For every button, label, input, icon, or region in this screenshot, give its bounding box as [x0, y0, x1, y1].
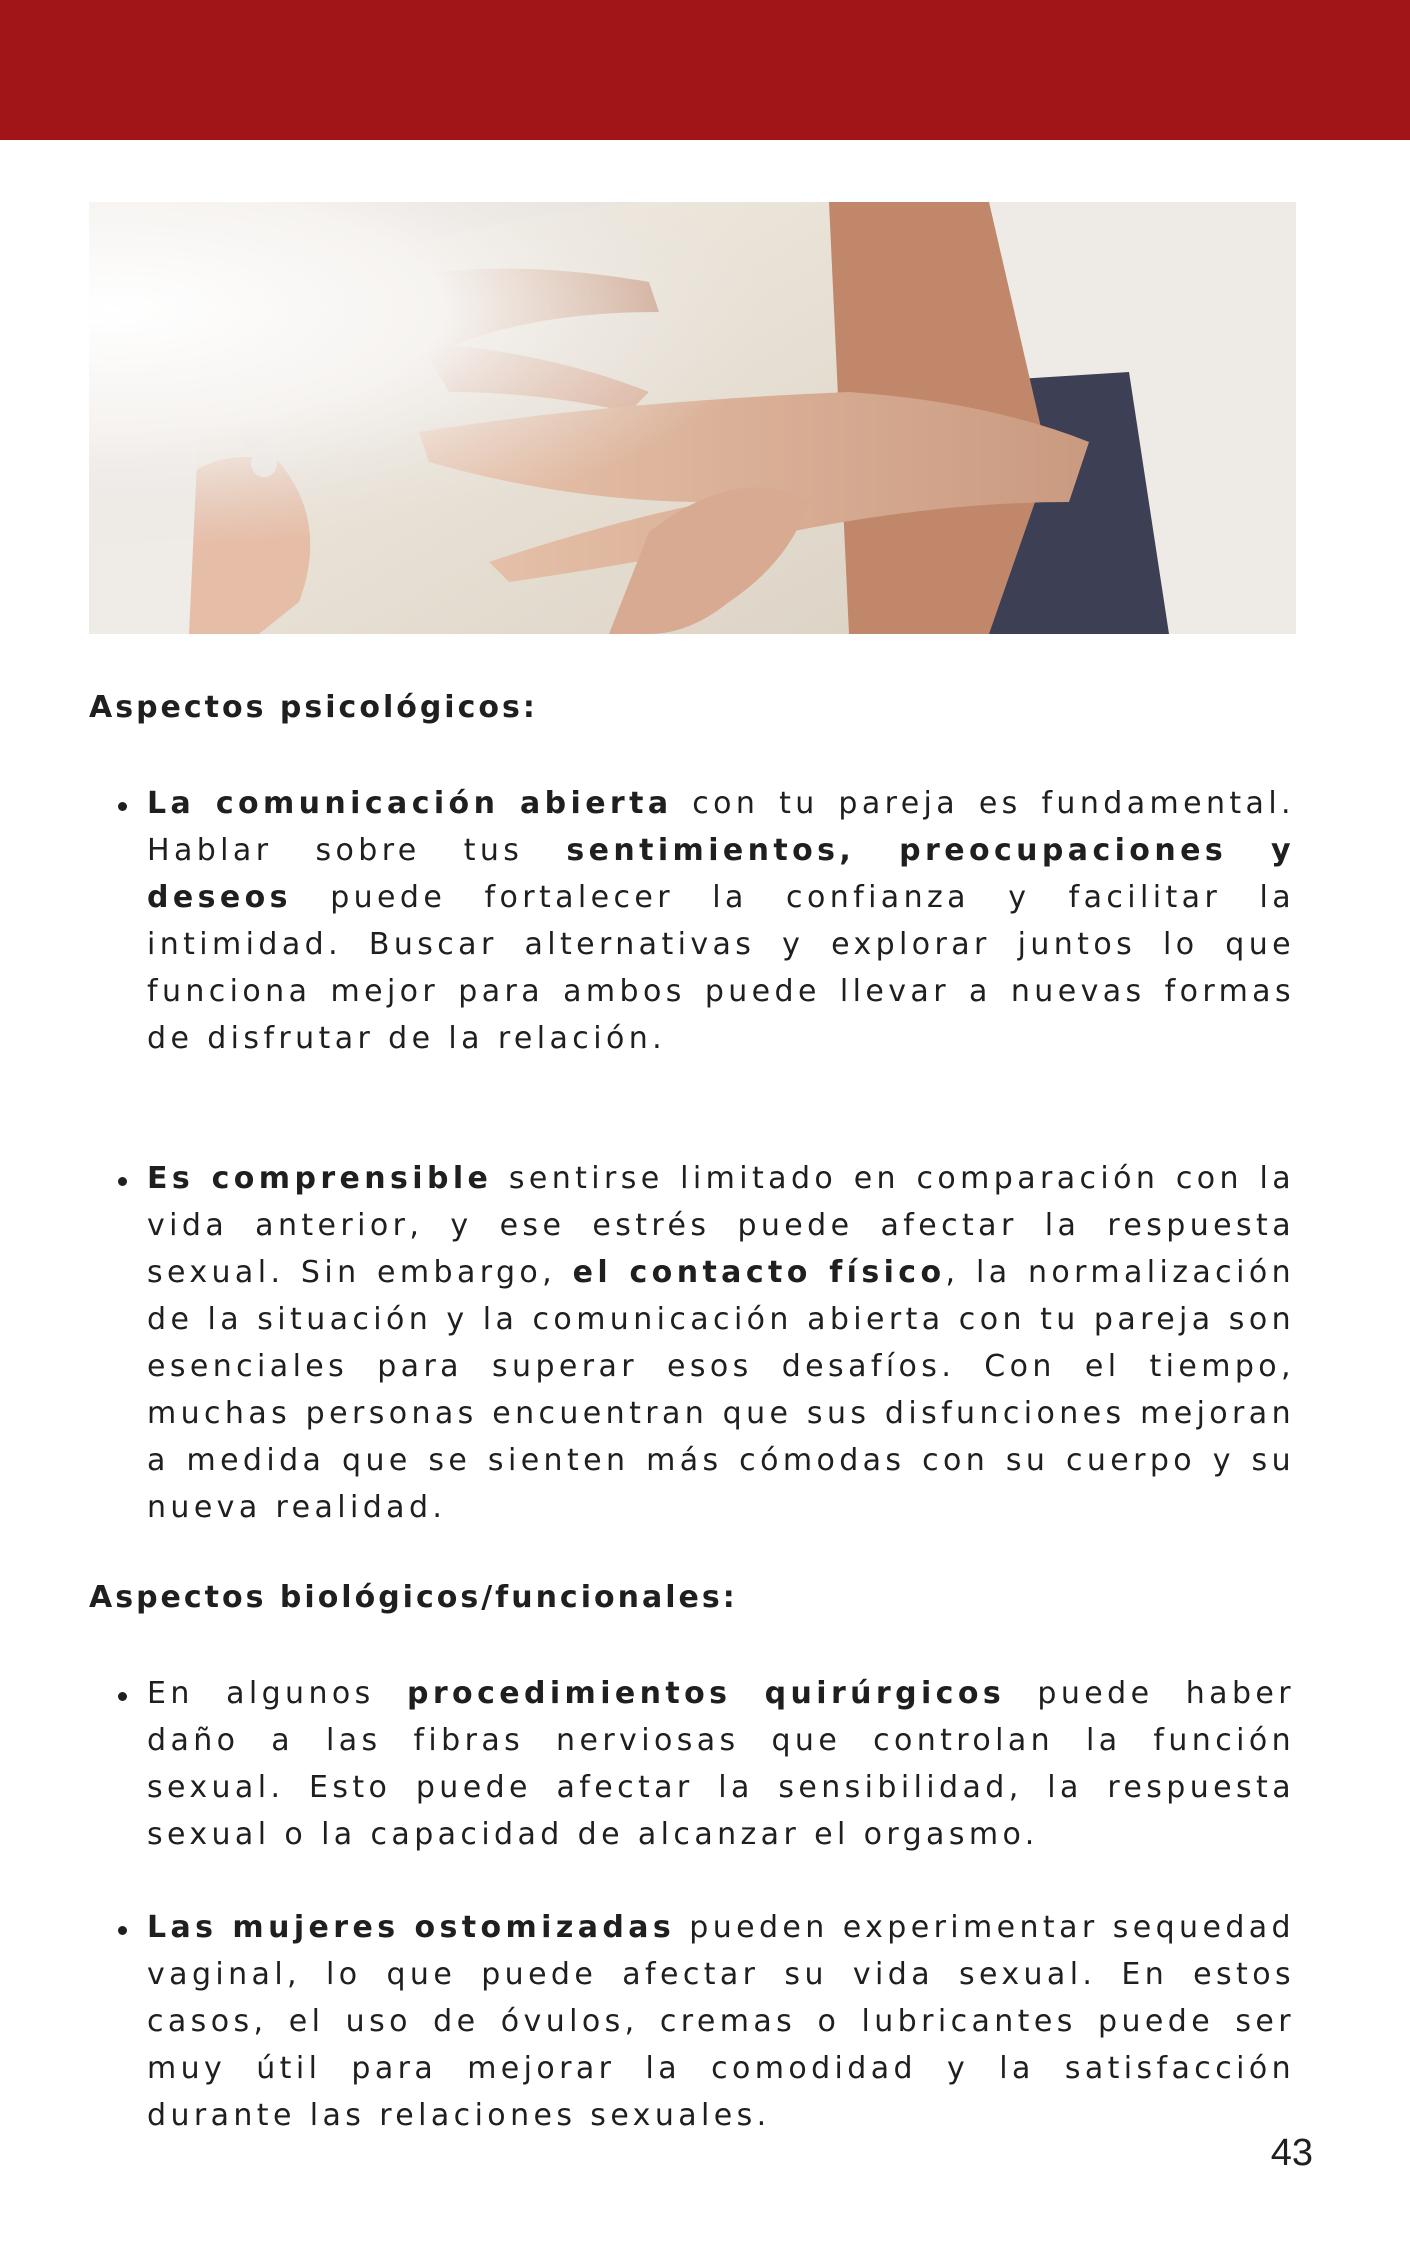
header-band — [0, 0, 1410, 140]
bullet — [118, 802, 127, 811]
list-item: Es comprensible sentirse limitado en comparación con la vida anterior, y ese estrés puede afectar la respuesta sexual. Sin embargo, el contacto físico, la normalización de la situación y la comunicación abierta con tu pareja son esenciales para superar esos desafíos. Con el tiempo, muchas personas encuentran que sus disfunciones mejoran a medida que se sienten más cómodas con su cuerpo y su nueva realidad. — [147, 1161, 1295, 1525]
bullet — [118, 1177, 127, 1186]
list-item: La comunicación abierta con tu pareja es fundamental. Hablar sobre tus sentimientos, preocupaciones y deseos puede fortalecer la confianza y facilitar la intimidad. Buscar alternativas y explorar juntos lo que funciona mejor para ambos puede llevar a nuevas formas de disfrutar de la relación. — [147, 786, 1295, 1056]
bullet — [118, 1926, 127, 1935]
page-number: 43 — [1270, 2132, 1313, 2174]
couple-hands-image — [89, 202, 1296, 634]
list-item: Las mujeres ostomizadas pueden experimentar sequedad vaginal, lo que puede afectar su vida sexual. En estos casos, el uso de óvulos, cremas o lubricantes puede ser muy útil para mejorar la comodidad y la satisfacción durante las relaciones sexuales. — [147, 1910, 1295, 2133]
section-heading-psychological: Aspectos psicológicos: — [89, 690, 538, 725]
bullet — [118, 1692, 127, 1701]
section-heading-biological: Aspectos biológicos/funcionales: — [89, 1580, 738, 1615]
list-item: En algunos procedimientos quirúrgicos puede haber daño a las fibras nerviosas que controlan la función sexual. Esto puede afectar la sensibilidad, la respuesta sexual o la capacidad de alcanzar el orgasmo. — [147, 1676, 1295, 1852]
